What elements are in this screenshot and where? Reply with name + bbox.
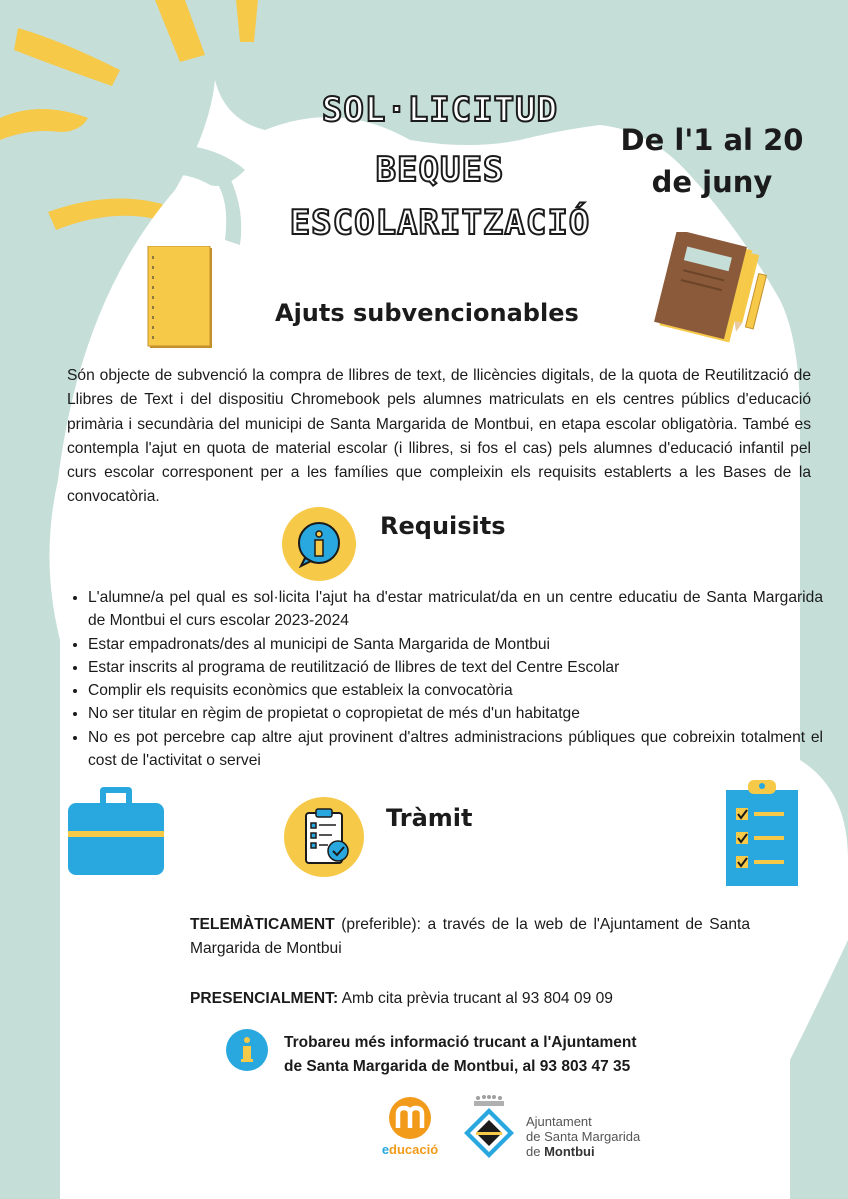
list-item: • Complir els requisits econòmics que estableix la convocatòria (88, 679, 823, 702)
list-item: • Estar inscrits al programa de reutilització de llibres de text del Centre Escolar (88, 656, 823, 679)
info-line-2: de Santa Margarida de Montbui, al 93 803 47 35 (284, 1058, 631, 1075)
educacio-logo-text (378, 1142, 442, 1157)
ajuts-text: Són objecte de subvenció la compra de llibres de text, de llicències digitals, de la quota de Reutilització de Llibres de Text i del dispositiu Chromebook pels alumnes matriculats en els centres públics d'educació primària i secundària del municipi de Santa Margarida de Montbui, en etapa escolar obligatòria. També es contempla l'ajut en quota de material escolar (i llibres, si fos el cas) pels alumnes d'educació infantil pel curs escolar corresponent per a les famílies que compleixin els requisits establerts a les Bases de la convocatòria. (67, 367, 811, 506)
info-icon (295, 520, 343, 568)
requisits-list (70, 586, 823, 772)
info-text (284, 1031, 714, 1079)
presencial-text (190, 987, 750, 1011)
ajuntament-shield-icon (462, 1094, 516, 1160)
telematic-label: TELEMÀTICAMENT (190, 916, 335, 933)
notepad-icon (145, 246, 215, 350)
ajuntament-line-3 (526, 1144, 640, 1159)
ajuts-heading: Ajuts subvencionables (275, 299, 579, 327)
telematic-description: (preferible): a través de la web de l'Ajuntament de Santa Margarida de Montbui (190, 916, 750, 957)
book-pencils-icon (650, 232, 775, 344)
checklist-icon (724, 778, 800, 888)
telematic-text (190, 913, 750, 961)
requisits-heading: Requisits (380, 512, 506, 540)
ajuntament-montbui: Montbui (544, 1144, 595, 1159)
info-line-1: Trobareu més informació trucant a l'Ajuntament (284, 1034, 637, 1051)
list-item: • L'alumne/a pel qual es sol·licita l'ajut ha d'estar matriculat/da en un centre educatiu de Santa Margarida de Montbui el curs escolar 2023-2024 (88, 586, 823, 633)
educacio-rest: ducació (389, 1142, 439, 1157)
educacio-prefix: e (381, 1142, 390, 1157)
briefcase-icon (68, 785, 164, 877)
title-line-2: BEQUES (375, 150, 505, 190)
title-line-3: ESCOLARITZACIÓ (289, 203, 591, 243)
dates (612, 119, 812, 203)
ajuntament-logo-text (526, 1114, 640, 1159)
tramit-heading: Tràmit (386, 804, 473, 832)
clipboard-form-icon (302, 807, 350, 867)
list-item: • No es pot percebre cap altre ajut provinent d'altres administracions públiques que cobreixin totalment el cost de l'activitat o servei (88, 726, 823, 773)
educacio-logo-icon (385, 1096, 435, 1142)
info-small-icon (226, 1029, 268, 1071)
list-item: • No ser titular en règim de propietat o copropietat de més d'un habitatge (88, 702, 823, 725)
dates-line-1: De l'1 al 20 (620, 123, 804, 157)
title-line-1: SOL·LICITUD (321, 90, 559, 130)
presencial-label: PRESENCIALMENT: (190, 990, 339, 1007)
ajuntament-line-2: de Santa Margarida (526, 1129, 641, 1144)
ajuntament-line-3-prefix: de (526, 1144, 545, 1159)
list-item: • Estar empadronats/des al municipi de Santa Margarida de Montbui (88, 633, 823, 656)
presencial-description: Amb cita prèvia trucant al 93 804 09 09 (338, 990, 613, 1007)
ajuntament-line-1: Ajuntament (526, 1114, 592, 1129)
dates-line-2: de juny (651, 165, 773, 199)
